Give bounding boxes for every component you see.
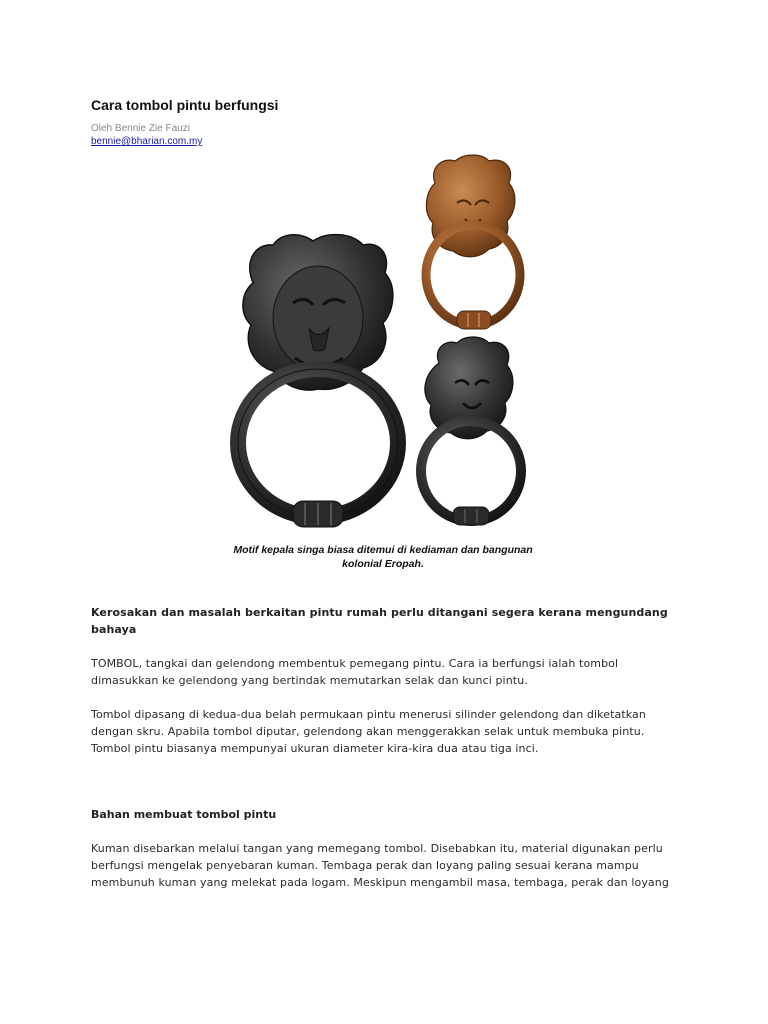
large-black-lion-knocker	[238, 235, 398, 527]
caption-line: kolonial Eropah.	[342, 558, 424, 570]
small-black-lion-knocker	[421, 337, 521, 525]
paragraph-2	[91, 706, 691, 757]
paragraph-1	[91, 655, 691, 689]
text-line: dimasukkan ke gelendong yang bertindak memutarkan selak dan kunci pintu.	[91, 674, 528, 687]
text-line: Tombol dipasang di kedua-dua belah permukaan pintu menerusi silinder gelendong dan diketatkan	[91, 708, 646, 721]
text-line: membunuh kuman yang melekat pada logam. Meskipun mengambil masa, tembaga, perak dan loyang	[91, 876, 669, 889]
paragraph-3	[91, 840, 691, 891]
lede-line: Kerosakan dan masalah berkaitan pintu rumah perlu ditangani segera kerana mengundang	[91, 606, 668, 619]
text-line: Kuman disebarkan melalui tangan yang memegang tombol. Disebabkan itu, material digunakan perlu	[91, 842, 663, 855]
text-line: dengan skru. Apabila tombol diputar, gelendong akan menggerakkan selak untuk membuka pintu.	[91, 725, 645, 738]
caption-line: Motif kepala singa biasa ditemui di kediaman dan bangunan	[233, 544, 533, 556]
article-lede	[91, 604, 681, 638]
rust-lion-knocker	[426, 155, 520, 329]
lede-line: bahaya	[91, 623, 137, 636]
article-title: Cara tombol pintu berfungsi	[91, 97, 279, 113]
text-line: berfungsi mengelak penyebaran kuman. Tembaga perak dan loyang paling sesuai kerana mampu	[91, 859, 639, 872]
section-heading: Bahan membuat tombol pintu	[91, 808, 277, 821]
author-byline: Oleh Bennie Zie Fauzi	[91, 123, 190, 134]
text-line: Tombol pintu biasanya mempunyai ukuran diameter kira-kira dua atau tiga inci.	[91, 742, 539, 755]
text-line: TOMBOL, tangkai dan gelendong membentuk pemegang pintu. Cara ia berfungsi ialah tombol	[91, 657, 619, 670]
image-caption	[213, 543, 553, 571]
author-email-link[interactable]: bennie@bharian.com.my	[91, 136, 203, 147]
lion-knocker-photo	[213, 153, 553, 538]
